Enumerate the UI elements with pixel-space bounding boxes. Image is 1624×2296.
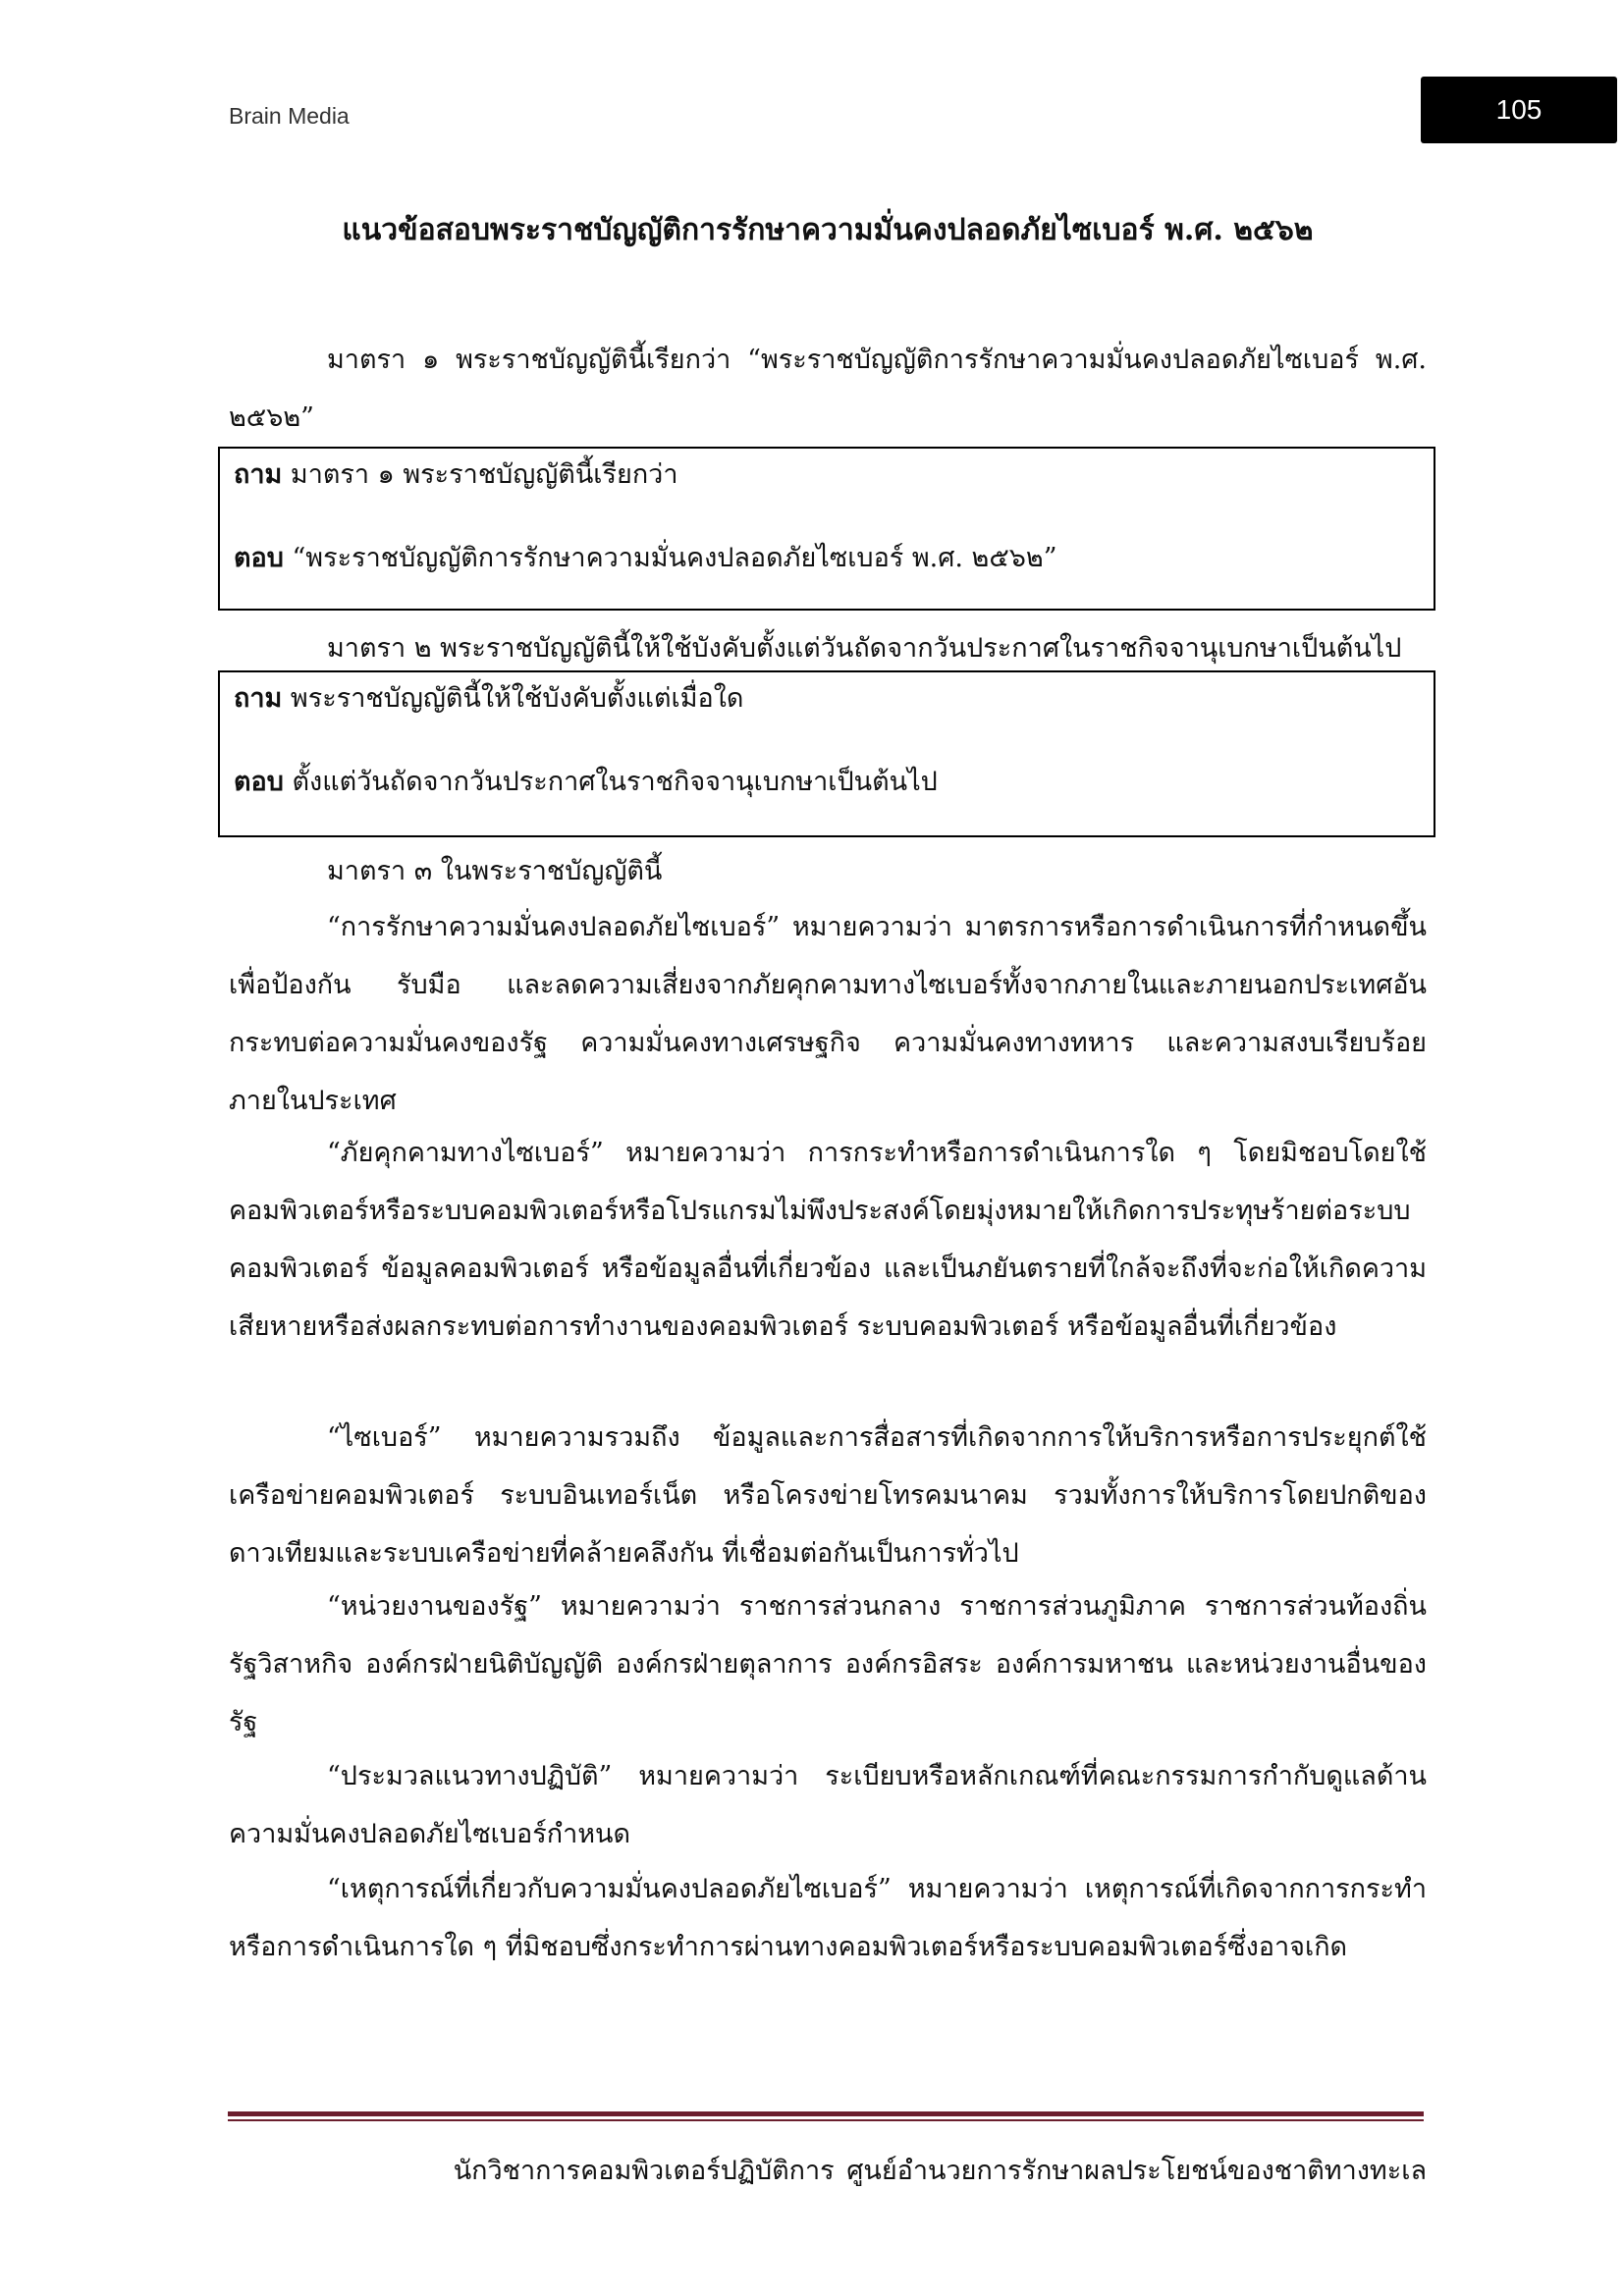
footer-rule	[228, 2111, 1424, 2116]
qa-answer	[234, 542, 1424, 575]
answer-label: ตอบ	[234, 543, 284, 573]
definition-cyber: “ไซเบอร์” หมายความรวมถึง ข้อมูลและการสื่อสารที่เกิดจากการให้บริการหรือการประยุกต์ใช้เครือข่ายคอมพิวเตอร์ ระบบอินเทอร์เน็ต หรือโครงข่ายโทรคมนาคม รวมทั้งการให้บริการโดยปกติของดาวเทียมและระบบเครือข่ายที่คล้ายคลึงกัน ที่เชื่อมต่อกันเป็นการทั่วไป	[229, 1422, 1427, 1569]
page-number-badge: 105	[1421, 77, 1617, 143]
definition-government-agency: “หน่วยงานของรัฐ” หมายความว่า ราชการส่วนกลาง ราชการส่วนภูมิภาค ราชการส่วนท้องถิ่นรัฐวิสาหกิจ องค์กรฝ่ายนิติบัญญัติ องค์กรฝ่ายตุลาการ องค์กรอิสระ องค์การมหาชน และหน่วยงานอื่นของรัฐ	[229, 1591, 1427, 1737]
question-label: ถาม	[234, 459, 283, 490]
question-text: มาตรา ๑ พระราชบัญญัตินี้เรียกว่า	[282, 459, 678, 490]
definition-cyber-security: “การรักษาความมั่นคงปลอดภัยไซเบอร์” หมายความว่า มาตรการหรือการดำเนินการที่กำหนดขึ้นเพื่อป้องกัน รับมือ และลดความเสี่ยงจากภัยคุกคามทางไซเบอร์ทั้งจากภายในและภายนอกประเทศอันกระทบต่อความมั่นคงของรัฐ ความมั่นคงทางเศรษฐกิจ ความมั่นคงทางทหาร และความสงบเรียบร้อยภายในประเทศ	[229, 912, 1427, 1116]
section-2-text: มาตรา ๒ พระราชบัญญัตินี้ให้ใช้บังคับตั้งแต่วันถัดจากวันประกาศในราชกิจจานุเบกษาเป็นต้นไป	[327, 633, 1402, 664]
definition-cyber-threat: “ภัยคุกคามทางไซเบอร์” หมายความว่า การกระทำหรือการดำเนินการใด ๆ โดยมิชอบโดยใช้คอมพิวเตอร์หรือระบบคอมพิวเตอร์หรือโปรแกรมไม่พึงประสงค์โดยมุ่งหมายให้เกิดการประทุษร้ายต่อระบบคอมพิวเตอร์ ข้อมูลคอมพิวเตอร์ หรือข้อมูลอื่นที่เกี่ยวข้อง และเป็นภยันตรายที่ใกล้จะถึงที่จะก่อให้เกิดความเสียหายหรือส่งผลกระทบต่อการทำงานของคอมพิวเตอร์ ระบบคอมพิวเตอร์ หรือข้อมูลอื่นที่เกี่ยวข้อง	[229, 1138, 1427, 1342]
answer-text: ตั้งแต่วันถัดจากวันประกาศในราชกิจจานุเบกษาเป็นต้นไป	[283, 767, 938, 797]
question-text: พระราชบัญญัตินี้ให้ใช้บังคับตั้งแต่เมื่อใด	[282, 683, 744, 714]
qa-answer	[234, 766, 1424, 799]
header-brand: Brain Media	[229, 103, 350, 129]
qa-question	[234, 458, 1424, 492]
answer-label: ตอบ	[234, 767, 284, 797]
section-3-intro: มาตรา ๓ ในพระราชบัญญัตินี้	[327, 856, 663, 886]
answer-text: “พระราชบัญญัติการรักษาความมั่นคงปลอดภัยไซเบอร์ พ.ศ. ๒๕๖๒”	[283, 543, 1057, 573]
qa-box-2	[218, 670, 1435, 837]
section-1-text: มาตรา ๑ พระราชบัญญัตินี้เรียกว่า “พระราชบัญญัติการรักษาความมั่นคงปลอดภัยไซเบอร์ พ.ศ. ๒๕๖๒”	[229, 345, 1427, 433]
qa-box-1	[218, 447, 1435, 611]
document-title: แนวข้อสอบพระราชบัญญัติการรักษาความมั่นคงปลอดภัยไซเบอร์ พ.ศ. ๒๕๖๒	[342, 213, 1314, 247]
footer-rule-thin	[228, 2119, 1424, 2121]
footer-text: นักวิชาการคอมพิวเตอร์ปฏิบัติการ ศูนย์อำนวยการรักษาผลประโยชน์ของชาติทางทะเล	[453, 2156, 1427, 2186]
question-label: ถาม	[234, 683, 283, 714]
qa-question	[234, 682, 1424, 716]
definition-code-of-practice: “ประมวลแนวทางปฏิบัติ” หมายความว่า ระเบียบหรือหลักเกณฑ์ที่คณะกรรมการกำกับดูแลด้านความมั่นคงปลอดภัยไซเบอร์กำหนด	[229, 1761, 1427, 1849]
definition-cyber-incident: “เหตุการณ์ที่เกี่ยวกับความมั่นคงปลอดภัยไซเบอร์” หมายความว่า เหตุการณ์ที่เกิดจากการกระทำหรือการดำเนินการใด ๆ ที่มิชอบซึ่งกระทำการผ่านทางคอมพิวเตอร์หรือระบบคอมพิวเตอร์ซึ่งอาจเกิด	[229, 1874, 1427, 1962]
